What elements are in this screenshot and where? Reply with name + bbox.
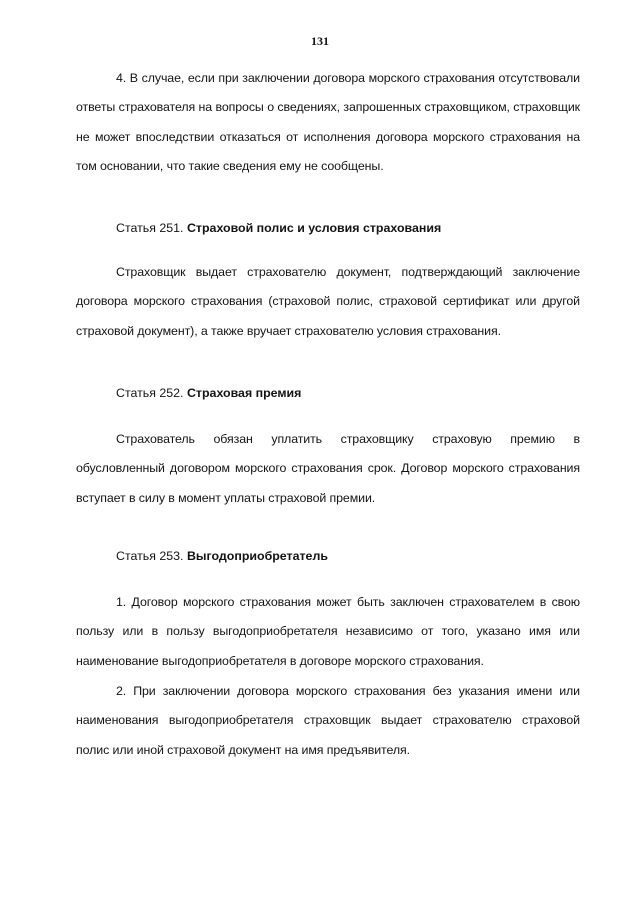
article-252-prefix: Статья 252. [116,386,184,400]
article-251-title: Страховой полис и условия страхования [186,221,442,235]
article-253-paragraph-1: 1. Договор морского страхования может быть заключен страхователем в свою пользу или в пользу выгодоприобретателя независимо от того, указано имя или наименование выгодоприобретателя в договоре морского страхования. [76,595,580,668]
article-253-heading [116,546,576,566]
article-253-paragraph-2: 2. При заключении договора морского страхования без указания имени или наименования выгодоприобретателя страховщик выдает страхователю страховой полис или иной страховой документ на имя предъявителя. [76,684,580,757]
article-250-paragraph-4: 4. В случае, если при заключении договора морского страхования отсутствовали ответы страхователя на вопросы о сведениях, запрошенных страховщиком, страховщик не может впоследствии отказаться от исполнения договора морского страхования на том основании, что такие сведения ему не сообщены. [76,71,580,174]
article-252-title: Страховая премия [186,386,302,400]
article-252-heading [116,383,576,403]
article-251-heading [116,218,576,238]
article-251-prefix: Статья 251. [116,221,184,235]
article-252-paragraph: Страхователь обязан уплатить страховщику страховую премию в обусловленный договором морского страхования срок. Договор морского страхования вступает в силу в момент уплаты страховой премии. [76,432,580,505]
article-253-prefix: Статья 253. [116,549,184,563]
article-251-paragraph: Страховщик выдает страхователю документ, подтверждающий заключение договора морского страхования (страховой полис, страховой сертификат или другой страховой документ), а также вручает страхователю условия страхования. [76,265,580,338]
page-number: 131 [311,34,329,48]
article-253-title: Выгодоприобретатель [186,549,328,563]
